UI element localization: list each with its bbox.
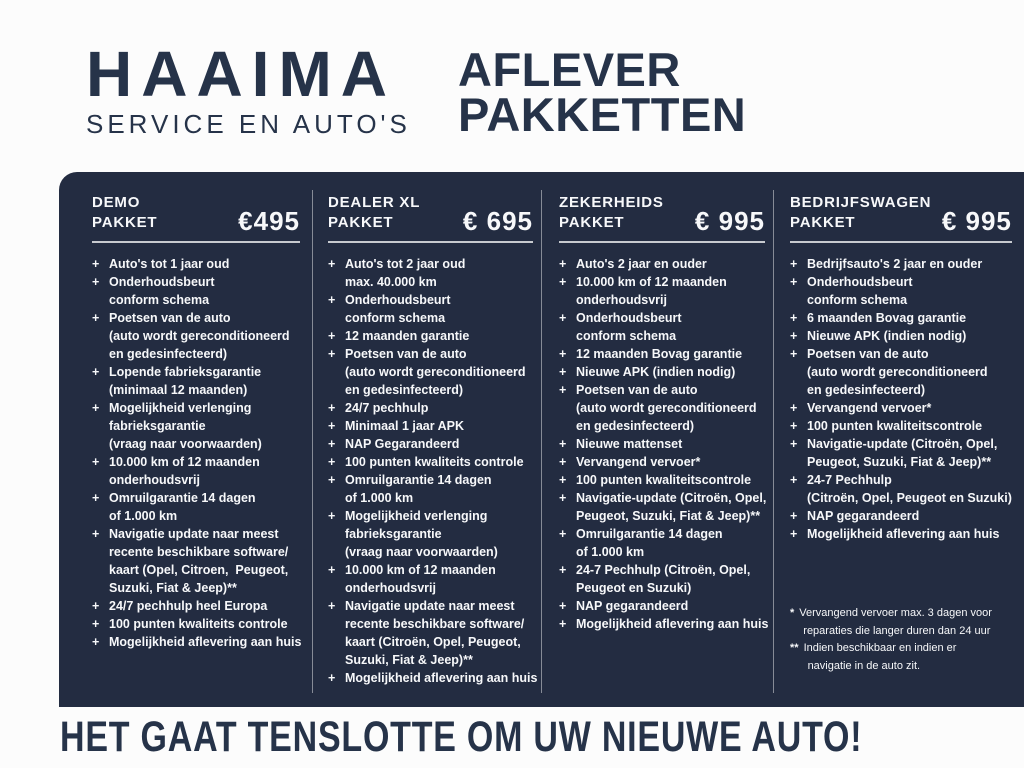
package-name-line: PAKKET	[559, 214, 625, 231]
package-item	[92, 399, 300, 453]
plus-bullet-icon: +	[328, 455, 336, 469]
item-line: (vraag naar voorwaarden)	[345, 545, 498, 559]
item-line: Navigatie update naar meest	[345, 599, 515, 613]
page-title-line1: AFLEVER	[458, 43, 681, 96]
package-name	[559, 193, 664, 233]
item-line: Navigatie-update (Citroën, Opel,	[807, 437, 998, 451]
package-item-text	[345, 561, 496, 597]
package-item-text	[576, 309, 682, 345]
package-name-line: ZEKERHEIDS	[559, 194, 664, 211]
item-line: 24/7 pechhulp heel Europa	[109, 599, 268, 613]
plus-bullet-icon: +	[328, 347, 336, 361]
plus-bullet-icon: +	[92, 401, 100, 415]
package-item	[790, 345, 1012, 399]
package-item-text	[345, 291, 451, 327]
package-item-text	[109, 255, 229, 273]
item-line: Bedrijfsauto's 2 jaar en ouder	[807, 257, 983, 271]
item-line: conform schema	[109, 293, 210, 307]
footnote-marker: *	[790, 607, 795, 619]
item-line: Onderhoudsbeurt	[576, 311, 682, 325]
plus-bullet-icon: +	[790, 419, 798, 433]
package-item	[328, 471, 533, 507]
package-item-text	[345, 399, 428, 417]
package-header-rule	[92, 241, 300, 243]
package-item	[559, 345, 765, 363]
item-line: Navigatie-update (Citroën, Opel,	[576, 491, 767, 505]
page-title-line2: PAKKETTEN	[458, 88, 747, 141]
package-item	[328, 597, 533, 669]
package-item	[328, 561, 533, 597]
plus-bullet-icon: +	[559, 599, 567, 613]
package-item-text	[807, 345, 988, 399]
plus-bullet-icon: +	[328, 329, 336, 343]
footnote	[790, 640, 1012, 675]
package-header	[790, 193, 1012, 236]
package-price: € 695	[462, 206, 533, 236]
footer-tagline: HET GAAT TENSLOTTE OM UW NIEUWE AUTO!	[60, 713, 863, 761]
package-price: € 995	[941, 206, 1012, 236]
package-item-text	[345, 471, 492, 507]
item-line: recente beschikbare software/	[109, 545, 289, 559]
plus-bullet-icon: +	[790, 329, 798, 343]
item-line: (auto wordt gereconditioneerd	[807, 365, 988, 379]
package-item	[92, 273, 300, 309]
plus-bullet-icon: +	[559, 527, 567, 541]
item-line: conform schema	[576, 329, 677, 343]
package-item-text	[576, 345, 742, 363]
package-item	[328, 291, 533, 327]
package-name	[92, 193, 157, 233]
brand-tagline: SERVICE EN AUTO'S	[86, 109, 411, 139]
package-item-text	[807, 399, 931, 417]
item-line: Omruilgarantie 14 dagen	[109, 491, 256, 505]
item-line: Minimaal 1 jaar APK	[345, 419, 465, 433]
item-line: 10.000 km of 12 maanden	[345, 563, 496, 577]
plus-bullet-icon: +	[92, 599, 100, 613]
package-item	[92, 633, 300, 651]
item-line: Onderhoudsbeurt	[345, 293, 451, 307]
plus-bullet-icon: +	[790, 509, 798, 523]
plus-bullet-icon: +	[92, 491, 100, 505]
footnote	[790, 605, 1012, 640]
package-item-text	[807, 471, 1012, 507]
package-item	[92, 615, 300, 633]
item-line: 12 maanden Bovag garantie	[576, 347, 743, 361]
package-item	[790, 399, 1012, 417]
brand-block	[86, 38, 411, 140]
plus-bullet-icon: +	[559, 311, 567, 325]
item-line: of 1.000 km	[576, 545, 645, 559]
footnote-marker: **	[790, 642, 799, 654]
item-line: 100 punten kwaliteitscontrole	[807, 419, 983, 433]
item-line: en gedesinfecteerd)	[109, 347, 228, 361]
item-line: 100 punten kwaliteits controle	[345, 455, 524, 469]
package-item-text	[576, 597, 688, 615]
plus-bullet-icon: +	[559, 437, 567, 451]
plus-bullet-icon: +	[559, 383, 567, 397]
plus-bullet-icon: +	[92, 311, 100, 325]
plus-bullet-icon: +	[559, 473, 567, 487]
package-item-text	[576, 525, 723, 561]
item-line: Navigatie update naar meest	[109, 527, 279, 541]
package-item	[92, 309, 300, 363]
package-header	[559, 193, 765, 236]
package-header-rule	[790, 241, 1012, 243]
package-item-text	[576, 363, 735, 381]
package-item-text	[576, 435, 682, 453]
package-item	[328, 507, 533, 561]
page-title	[458, 43, 747, 141]
item-line: 10.000 km of 12 maanden	[576, 275, 727, 289]
package-item-text	[345, 597, 524, 669]
plus-bullet-icon: +	[328, 671, 336, 685]
footnote-line: Vervangend vervoer max. 3 dagen voor	[799, 607, 992, 619]
package-item-text	[807, 327, 966, 345]
package-item-text	[807, 273, 913, 309]
package-item	[559, 525, 765, 561]
item-line: conform schema	[345, 311, 446, 325]
plus-bullet-icon: +	[559, 491, 567, 505]
package-item	[559, 435, 765, 453]
plus-bullet-icon: +	[328, 599, 336, 613]
item-line: Poetsen van de auto	[109, 311, 231, 325]
package-header	[328, 193, 533, 236]
package-item-text	[345, 345, 526, 399]
package-item	[790, 435, 1012, 471]
package-item	[559, 453, 765, 471]
packages-panel	[59, 172, 1024, 707]
plus-bullet-icon: +	[92, 455, 100, 469]
item-line: 100 punten kwaliteitscontrole	[576, 473, 752, 487]
package-name-line: DEALER XL	[328, 194, 421, 211]
package-item	[559, 309, 765, 345]
plus-bullet-icon: +	[559, 563, 567, 577]
package-header	[92, 193, 300, 236]
package-item	[328, 255, 533, 291]
package-column-zekerheids	[541, 190, 773, 693]
package-item-text	[576, 453, 700, 471]
plus-bullet-icon: +	[92, 257, 100, 271]
item-line: 24-7 Pechhulp	[807, 473, 892, 487]
package-item	[790, 471, 1012, 507]
package-item-text	[576, 561, 750, 597]
package-name	[790, 193, 931, 233]
plus-bullet-icon: +	[790, 311, 798, 325]
item-line: max. 40.000 km	[345, 275, 437, 289]
plus-bullet-icon: +	[92, 365, 100, 379]
item-line: Auto's 2 jaar en ouder	[576, 257, 707, 271]
plus-bullet-icon: +	[559, 347, 567, 361]
package-name-line: PAKKET	[328, 214, 394, 231]
package-item	[92, 363, 300, 399]
item-line: (auto wordt gereconditioneerd	[109, 329, 290, 343]
package-item	[328, 327, 533, 345]
item-line: kaart (Opel, Citroen, Peugeot,	[109, 563, 289, 577]
package-item-text	[109, 399, 262, 453]
package-item	[559, 255, 765, 273]
footnote-line: reparaties die langer duren dan 24 uur	[803, 624, 991, 637]
package-item	[790, 525, 1012, 543]
package-item-text	[345, 669, 537, 687]
item-line: en gedesinfecteerd)	[807, 383, 926, 397]
item-line: 10.000 km of 12 maanden	[109, 455, 260, 469]
item-line: onderhoudsvrij	[345, 581, 436, 595]
package-item-text	[109, 453, 260, 489]
package-item-text	[345, 417, 464, 435]
package-item-text	[807, 507, 919, 525]
package-item-text	[807, 255, 982, 273]
item-line: Auto's tot 2 jaar oud	[345, 257, 466, 271]
item-line: (auto wordt gereconditioneerd	[345, 365, 526, 379]
package-name	[328, 193, 420, 233]
item-line: Lopende fabrieksgarantie	[109, 365, 262, 379]
item-line: Nieuwe APK (indien nodig)	[807, 329, 967, 343]
plus-bullet-icon: +	[790, 347, 798, 361]
item-line: 24-7 Pechhulp (Citroën, Opel,	[576, 563, 751, 577]
item-line: Mogelijkheid verlenging	[345, 509, 488, 523]
item-line: Suzuki, Fiat & Jeep)**	[345, 653, 473, 667]
brand-logo-text: HAAIMA	[86, 38, 396, 110]
item-line: (vraag naar voorwaarden)	[109, 437, 262, 451]
plus-bullet-icon: +	[559, 455, 567, 469]
plus-bullet-icon: +	[328, 419, 336, 433]
item-line: 100 punten kwaliteits controle	[109, 617, 288, 631]
item-line: Poetsen van de auto	[345, 347, 467, 361]
package-price: €495	[238, 206, 300, 236]
plus-bullet-icon: +	[559, 365, 567, 379]
package-item-text	[807, 309, 966, 327]
item-line: en gedesinfecteerd)	[576, 419, 695, 433]
item-line: fabrieksgarantie	[345, 527, 442, 541]
item-line: fabrieksgarantie	[109, 419, 206, 433]
package-item-list	[92, 255, 300, 651]
plus-bullet-icon: +	[328, 509, 336, 523]
item-line: Mogelijkheid aflevering aan huis	[807, 527, 1000, 541]
package-header-rule	[328, 241, 533, 243]
item-line: NAP gegarandeerd	[576, 599, 689, 613]
item-line: 24/7 pechhulp	[345, 401, 429, 415]
package-item-text	[807, 435, 997, 471]
package-item-text	[109, 597, 267, 615]
package-item	[790, 255, 1012, 273]
plus-bullet-icon: +	[790, 257, 798, 271]
item-line: Omruilgarantie 14 dagen	[576, 527, 723, 541]
item-line: Suzuki, Fiat & Jeep)**	[109, 581, 237, 595]
footnote-text	[799, 605, 992, 640]
footnote-line: navigatie in de auto zit.	[807, 659, 921, 672]
package-item-text	[345, 435, 459, 453]
package-item	[790, 507, 1012, 525]
package-item-text	[109, 309, 290, 363]
package-item-list	[328, 255, 538, 687]
plus-bullet-icon: +	[328, 401, 336, 415]
footnote-line: Indien beschikbaar en indien er	[803, 642, 957, 654]
item-line: Mogelijkheid verlenging	[109, 401, 252, 415]
package-item	[790, 327, 1012, 345]
package-item-text	[345, 453, 524, 471]
plus-bullet-icon: +	[790, 275, 798, 289]
package-column-bedrijfswagen	[773, 190, 1024, 693]
package-item	[790, 273, 1012, 309]
package-name-line: DEMO	[92, 194, 141, 211]
item-line: NAP Gegarandeerd	[345, 437, 460, 451]
plus-bullet-icon: +	[328, 563, 336, 577]
item-line: Vervangend vervoer*	[807, 401, 932, 415]
package-name-line: PAKKET	[92, 214, 158, 231]
package-item	[559, 273, 765, 309]
package-item-text	[345, 507, 498, 561]
item-line: of 1.000 km	[109, 509, 178, 523]
plus-bullet-icon: +	[559, 257, 567, 271]
plus-bullet-icon: +	[328, 473, 336, 487]
item-line: Peugeot, Suzuki, Fiat & Jeep)**	[576, 509, 761, 523]
item-line: Peugeot, Suzuki, Fiat & Jeep)**	[807, 455, 992, 469]
item-line: Onderhoudsbeurt	[109, 275, 215, 289]
package-column-demo	[59, 190, 312, 693]
plus-bullet-icon: +	[790, 527, 798, 541]
package-item-text	[576, 255, 707, 273]
item-line: Onderhoudsbeurt	[807, 275, 913, 289]
item-line: of 1.000 km	[345, 491, 414, 505]
plus-bullet-icon: +	[92, 527, 100, 541]
footnotes	[790, 605, 1012, 675]
package-item	[92, 453, 300, 489]
item-line: Mogelijkheid aflevering aan huis	[109, 635, 302, 649]
package-item	[790, 309, 1012, 327]
item-line: onderhoudsvrij	[576, 293, 667, 307]
plus-bullet-icon: +	[790, 437, 798, 451]
package-item-text	[345, 327, 469, 345]
item-line: Mogelijkheid aflevering aan huis	[345, 671, 538, 685]
plus-bullet-icon: +	[328, 293, 336, 307]
item-line: NAP gegarandeerd	[807, 509, 920, 523]
package-item	[559, 597, 765, 615]
package-item-text	[576, 273, 727, 309]
item-line: Nieuwe mattenset	[576, 437, 683, 451]
package-item	[328, 435, 533, 453]
plus-bullet-icon: +	[92, 635, 100, 649]
package-name-line: BEDRIJFSWAGEN	[790, 194, 932, 211]
package-column-dealer-xl	[312, 190, 541, 693]
plus-bullet-icon: +	[790, 401, 798, 415]
package-header-rule	[559, 241, 765, 243]
item-line: recente beschikbare software/	[345, 617, 525, 631]
package-item	[328, 345, 533, 399]
package-item-text	[576, 615, 768, 633]
item-line: (Citroën, Opel, Peugeot en Suzuki)	[807, 491, 1012, 505]
package-item	[92, 255, 300, 273]
item-line: 6 maanden Bovag garantie	[807, 311, 967, 325]
package-item	[559, 615, 769, 633]
item-line: Peugeot en Suzuki)	[576, 581, 692, 595]
item-line: Poetsen van de auto	[807, 347, 929, 361]
item-line: Auto's tot 1 jaar oud	[109, 257, 230, 271]
package-item-text	[807, 417, 982, 435]
plus-bullet-icon: +	[328, 257, 336, 271]
package-item-list	[790, 255, 1012, 543]
package-item	[328, 669, 538, 687]
item-line: conform schema	[807, 293, 908, 307]
package-item-text	[576, 471, 751, 489]
package-item	[328, 417, 533, 435]
package-item	[92, 597, 300, 615]
item-line: Nieuwe APK (indien nodig)	[576, 365, 736, 379]
item-line: Omruilgarantie 14 dagen	[345, 473, 492, 487]
plus-bullet-icon: +	[328, 437, 336, 451]
package-item	[559, 381, 765, 435]
package-item	[559, 471, 765, 489]
plus-bullet-icon: +	[790, 473, 798, 487]
package-price: € 995	[694, 206, 765, 236]
package-item	[92, 525, 300, 597]
package-item-text	[576, 489, 766, 525]
item-line: (minimaal 12 maanden)	[109, 383, 248, 397]
package-item-list	[559, 255, 769, 633]
plus-bullet-icon: +	[559, 275, 567, 289]
footnote-text	[804, 640, 957, 675]
plus-bullet-icon: +	[92, 617, 100, 631]
package-name-line: PAKKET	[790, 214, 856, 231]
plus-bullet-icon: +	[559, 617, 567, 631]
package-item	[328, 453, 533, 471]
package-item	[559, 363, 765, 381]
package-item-text	[109, 363, 261, 399]
package-item	[559, 489, 765, 525]
package-item-text	[109, 525, 288, 597]
item-line: Poetsen van de auto	[576, 383, 698, 397]
item-line: (auto wordt gereconditioneerd	[576, 401, 757, 415]
item-line: en gedesinfecteerd)	[345, 383, 464, 397]
package-item	[92, 489, 300, 525]
package-item-text	[345, 255, 465, 291]
item-line: Mogelijkheid aflevering aan huis	[576, 617, 769, 631]
package-item	[790, 417, 1012, 435]
package-item-text	[109, 489, 256, 525]
plus-bullet-icon: +	[92, 275, 100, 289]
item-line: kaart (Citroën, Opel, Peugeot,	[345, 635, 521, 649]
package-item	[559, 561, 765, 597]
package-item-text	[807, 525, 999, 543]
package-item-text	[109, 615, 288, 633]
package-item-text	[109, 273, 215, 309]
item-line: onderhoudsvrij	[109, 473, 200, 487]
item-line: Vervangend vervoer*	[576, 455, 701, 469]
item-line: 12 maanden garantie	[345, 329, 470, 343]
package-item	[328, 399, 533, 417]
package-item-text	[109, 633, 301, 651]
package-item-text	[576, 381, 757, 435]
